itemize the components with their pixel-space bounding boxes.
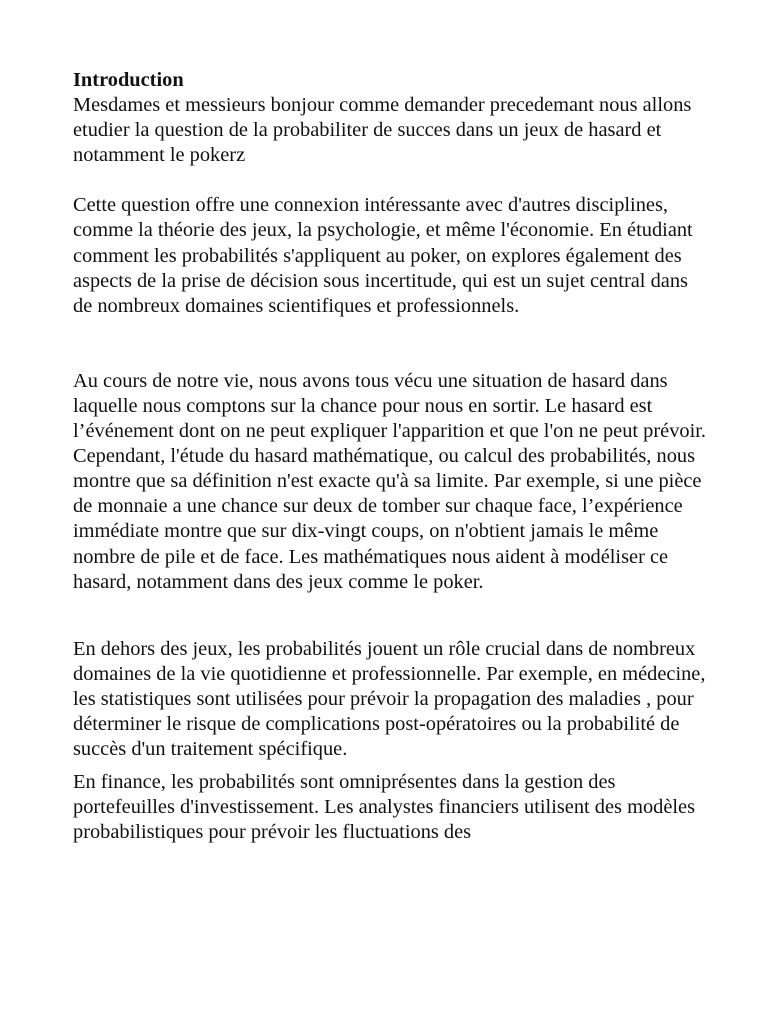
- paragraph-connexion: Cette question offre une connexion intéressante avec d'autres disciplines, comme la théorie des jeux, la psychologie, et même l'économie. En étudiant comment les probabilités s'appliquent au poker, on explores également des aspects de la prise de décision sous incertitude, qui est un sujet central dans de nombreux domaines scientifiques et professionnels.: [73, 194, 693, 317]
- paragraph-intro: Mesdames et messieurs bonjour comme demander precedemant nous allons etudier la question de la probabiliter de succes dans un jeux de hasard et notamment le pokerz: [73, 94, 692, 167]
- paragraph-domaines: En dehors des jeux, les probabilités jouent un rôle crucial dans de nombreux domaines de la vie quotidienne et professionnelle. Par exemple, en médecine, les statistiques sont utilisées pour prévoir la propagation des maladies , pour déterminer le risque de complications post-opératoires ou la probabilité de succès d'un traitement spécifique.: [73, 637, 706, 761]
- paragraph-hasard: Au cours de notre vie, nous avons tous vécu une situation de hasard dans laquelle nous comptons sur la chance pour nous en sortir. Le hasard est l’événement dont on ne peut expliquer l'apparition et que l'on ne peut prévoir. Cependant, l'étude du hasard mathématique, ou calcul des probabilités, nous montre que sa définition n'est exacte qu'à sa limite. Par exemple, si une pièce de monnaie a une chance sur deux de tomber sur chaque face, l’expérience immédiate montre que sur dix-vingt coups, on n'obtient jamais le même nombre de pile et de face. Les mathématiques nous aident à modéliser ce hasard, notamment dans des jeux comme le poker.: [73, 369, 707, 593]
- section-heading: Introduction: [73, 69, 184, 91]
- paragraph-finance: En finance, les probabilités sont omniprésentes dans la gestion des portefeuilles d'investissement. Les analystes financiers utilisent des modèles probabilistiques pour prévoir les fluctuations des: [73, 771, 696, 844]
